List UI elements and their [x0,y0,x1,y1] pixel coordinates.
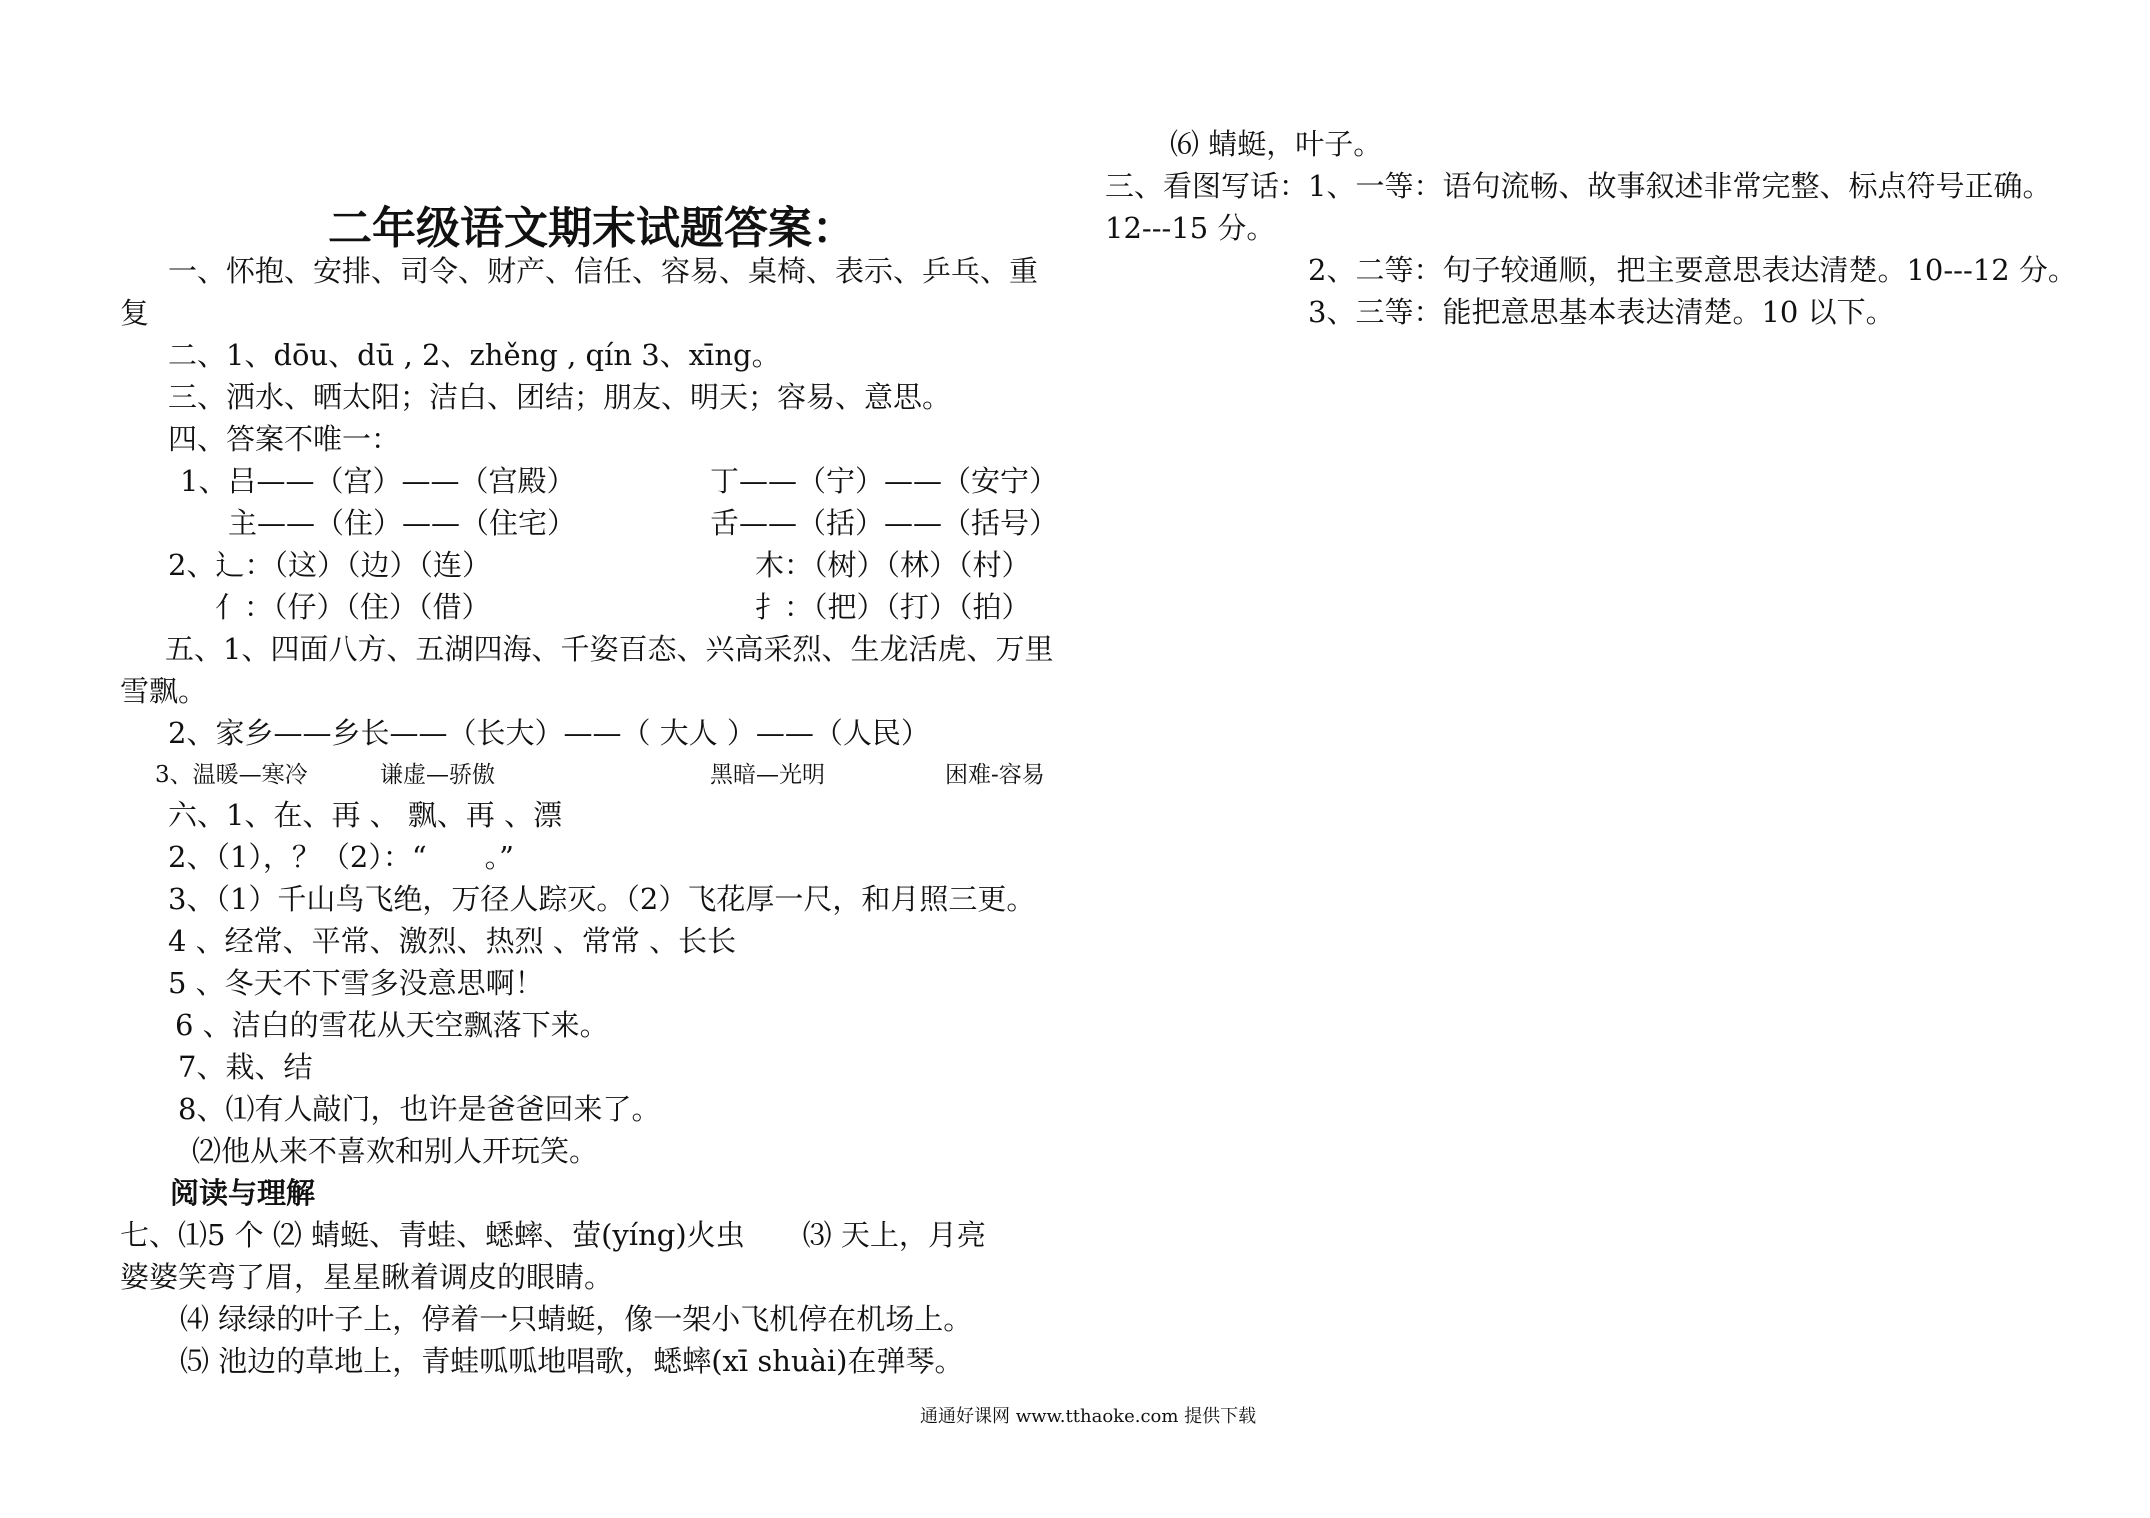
page-title: 二年级语文期末试题答案： [328,203,856,254]
section-4-1b-left: 主——（住）——（住宅） [228,506,577,540]
section-7-line-1: 七、⑴5 个 ⑵ 蜻蜓、青蛙、蟋蟀、萤(yíng)火虫 ⑶ 天上，月亮 [120,1218,986,1252]
right-item-6-line: ⑹ 蜻蜓，叶子。 [1170,127,1383,161]
footer-credit: 通通好课网 www.tthaoke.com 提供下载 [920,1406,1257,1427]
section-6-3-line: 3、（1）千山鸟飞绝，万径人踪灭。（2）飞花厚一尺，和月照三更。 [168,882,1036,916]
section-4-2a-left: 2、辶：（这）（边）（连） [168,548,491,582]
writing-section-line-4: 3、三等：能把意思基本表达清楚。10 以下。 [1308,295,1895,329]
section-4-2b-left: 亻：（仔）（住）（借） [215,590,491,624]
section-4-heading: 四、答案不唯一： [168,422,401,456]
section-4-2b-right: 扌：（把）（打）（拍） [755,590,1031,624]
writing-section-line-1: 三、看图写话：1、一等：语句流畅、故事叙述非常完整、标点符号正确。 [1105,169,2052,203]
section-4-1a-right: 丁——（宁）——（安宁） [710,464,1059,498]
section-3-line: 三、洒水、晒太阳；洁白、团结；朋友、明天；容易、意思。 [168,380,952,414]
writing-section-line-3: 2、二等：句子较通顺，把主要意思表达清楚。10---12 分。 [1308,253,2077,287]
section-6-2-line: 2、（1），？（2）：“ 。” [168,840,515,874]
section-5-1-line-2: 雪飘。 [120,674,208,708]
section-4-2a-right: 木：（树）（林）（村） [755,548,1031,582]
section-1-line-1: 一、怀抱、安排、司令、财产、信任、容易、桌椅、表示、乒乓、重 [168,254,1039,288]
section-7-line-4: ⑸ 池边的草地上，青蛙呱呱地唱歌，蟋蟀(xī shuài)在弹琴。 [180,1344,964,1378]
section-2-line: 二、1、dōu、dū , 2、zhěng , qín 3、xīng。 [168,338,781,372]
section-6-7-line: 7、栽、结 [178,1050,313,1084]
section-4-1a-left: 1、吕——（宫）——（宫殿） [180,464,576,498]
section-6-5-line: 5 、冬天不下雪多没意思啊！ [168,966,544,1000]
section-7-line-2: 婆婆笑弯了眉，星星瞅着调皮的眼睛。 [120,1260,614,1294]
section-6-6-line: 6 、洁白的雪花从天空飘落下来。 [175,1008,609,1042]
section-5-3-pair-3: 黑暗—光明 [710,762,825,788]
section-4-1b-right: 舌——（括）——（括号） [710,506,1059,540]
section-5-3-pair-2: 谦虚—骄傲 [380,762,495,788]
section-1-line-2: 复 [120,296,150,330]
writing-section-line-2: 12---15 分。 [1105,211,1276,245]
section-6-8-line-1: 8、⑴有人敲门，也许是爸爸回来了。 [178,1092,661,1126]
section-5-2-line: 2、家乡——乡长——（长大）——（ 大人 ）——（人民） [168,716,930,750]
section-6-4-line: 4 、经常、平常、激烈、热烈 、常常 、长长 [168,924,737,958]
section-5-1-line-1: 五、1、四面八方、五湖四海、千姿百态、兴高采烈、生龙活虎、万里 [165,632,1054,666]
section-5-3-pair-1: 3、温暖—寒冷 [155,762,308,788]
section-6-8-line-2: ⑵他从来不喜欢和别人开玩笑。 [192,1134,599,1168]
section-7-line-3: ⑷ 绿绿的叶子上，停着一只蜻蜓，像一架小飞机停在机场上。 [180,1302,973,1336]
section-6-1-line: 六、1、在、再 、 飘、再 、漂 [168,798,563,832]
section-5-3-pair-4: 困难-容易 [945,762,1045,788]
reading-heading: 阅读与理解 [170,1176,316,1210]
